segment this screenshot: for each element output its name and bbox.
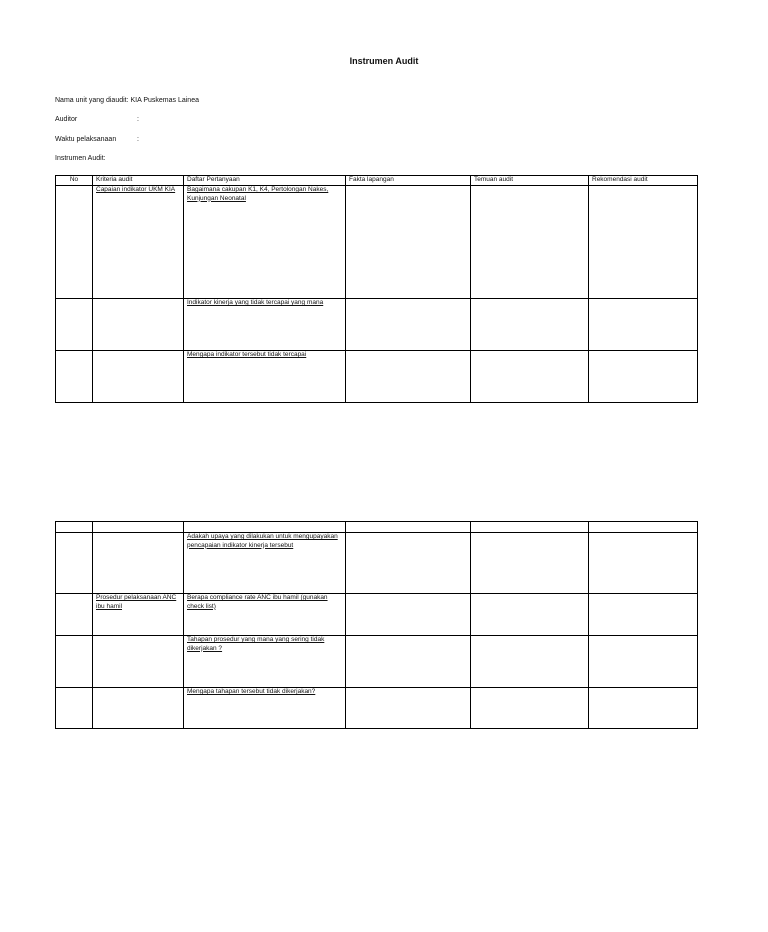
audit-table-1: [55, 175, 698, 403]
header-temuan: Temuan audit: [471, 176, 589, 186]
header-no: No: [56, 176, 93, 186]
field-auditor: [55, 116, 139, 123]
cell-no: [56, 533, 93, 594]
cell-pertanyaan: Tahapan prosedur yang mana yang sering tidak dikerjakan ?: [184, 636, 346, 688]
cell-rekomendasi: [589, 351, 698, 403]
header-pertanyaan: Daftar Pertanyaan: [184, 176, 346, 186]
table-header-row: [56, 176, 698, 186]
cell-kriteria: [93, 522, 184, 533]
field-waktu: [55, 136, 139, 143]
field-instrumen-label: Instrumen Audit:: [55, 155, 106, 162]
cell-temuan: [471, 522, 589, 533]
cell-fakta: [346, 594, 471, 636]
cell-fakta: [346, 522, 471, 533]
cell-no: [56, 636, 93, 688]
document-title: Instrumen Audit: [349, 56, 419, 66]
field-unit-label: Nama unit yang diaudit:: [55, 97, 129, 104]
cell-no: [56, 688, 93, 729]
cell-kriteria: [93, 299, 184, 351]
table-row: [56, 688, 698, 729]
cell-rekomendasi: [589, 594, 698, 636]
cell-temuan: [471, 299, 589, 351]
cell-no: [56, 522, 93, 533]
cell-rekomendasi: [589, 533, 698, 594]
cell-no: [56, 186, 93, 299]
cell-pertanyaan: Mengapa indikator tersebut tidak tercapai: [184, 351, 346, 403]
table-row: [56, 351, 698, 403]
cell-rekomendasi: [589, 186, 698, 299]
table-row: [56, 533, 698, 594]
header-rekomendasi: Rekomendasi audit: [589, 176, 698, 186]
field-waktu-value: :: [137, 136, 139, 143]
cell-rekomendasi: [589, 522, 698, 533]
field-auditor-value: :: [137, 116, 139, 123]
table-row: [56, 636, 698, 688]
cell-rekomendasi: [589, 636, 698, 688]
audit-table-2: [55, 521, 698, 729]
cell-pertanyaan: Mengapa tahapan tersebut tidak dikerjakan?: [184, 688, 346, 729]
cell-temuan: [471, 533, 589, 594]
cell-temuan: [471, 186, 589, 299]
cell-fakta: [346, 186, 471, 299]
cell-temuan: [471, 688, 589, 729]
table-header-row: [56, 522, 698, 533]
field-unit: [55, 97, 199, 104]
cell-kriteria: Prosedur pelaksanaan ANC ibu hamil: [93, 594, 184, 636]
cell-pertanyaan: Adakah upaya yang dilakukan untuk mengupayakan pencapaian indikator kinerja tersebut: [184, 533, 346, 594]
cell-no: [56, 299, 93, 351]
cell-pertanyaan: [184, 522, 346, 533]
table-row: [56, 186, 698, 299]
cell-temuan: [471, 351, 589, 403]
cell-fakta: [346, 533, 471, 594]
cell-rekomendasi: [589, 688, 698, 729]
header-kriteria: Kriteria audit: [93, 176, 184, 186]
table-row: [56, 299, 698, 351]
cell-kriteria: [93, 533, 184, 594]
header-fakta: Fakta lapangan: [346, 176, 471, 186]
table-row: [56, 594, 698, 636]
cell-kriteria: [93, 351, 184, 403]
cell-fakta: [346, 688, 471, 729]
field-instrumen: [55, 155, 106, 162]
cell-temuan: [471, 636, 589, 688]
cell-kriteria: Capaian indikator UKM KIA: [93, 186, 184, 299]
field-waktu-label: Waktu pelaksanaan: [55, 136, 117, 143]
cell-fakta: [346, 636, 471, 688]
cell-fakta: [346, 299, 471, 351]
cell-no: [56, 351, 93, 403]
cell-pertanyaan: Indikator kinerja yang tidak tercapai yang mana: [184, 299, 346, 351]
cell-no: [56, 594, 93, 636]
cell-kriteria: [93, 636, 184, 688]
field-auditor-label: Auditor: [55, 116, 78, 123]
cell-temuan: [471, 594, 589, 636]
cell-rekomendasi: [589, 299, 698, 351]
cell-pertanyaan: Berapa compliance rate ANC ibu hamil (gunakan check list): [184, 594, 346, 636]
field-unit-value: KIA Puskemas Lainea: [130, 97, 199, 104]
cell-fakta: [346, 351, 471, 403]
cell-kriteria: [93, 688, 184, 729]
cell-pertanyaan: Bagaimana cakupan K1, K4, Pertolongan Nakes, Kunjungan Neonatal: [184, 186, 346, 299]
